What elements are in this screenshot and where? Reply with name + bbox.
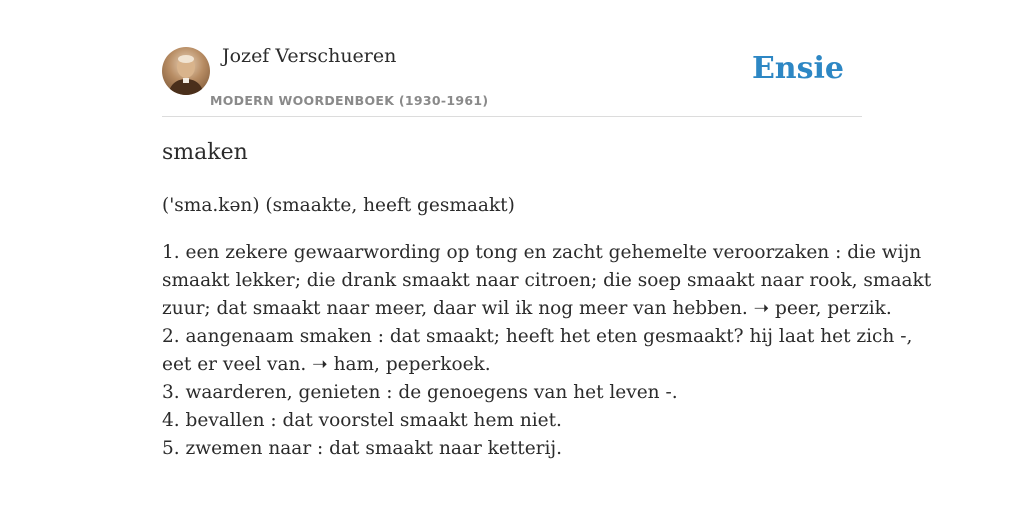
author-portrait-icon [162,47,210,95]
definition-line: 5. zwemen naar : dat smaakt naar ketterij. [162,438,563,459]
definition-line: 3. waarderen, genieten : de genoegens van het leven -. [162,382,678,403]
author-name[interactable]: Jozef Verschueren [222,45,397,67]
header [162,40,862,117]
definition-line: 4. bevallen : dat voorstel smaakt hem niet. [162,410,562,431]
author-avatar[interactable] [162,47,210,95]
source-label[interactable]: MODERN WOORDENBOEK (1930-1961) [210,93,489,108]
definition-line: eet er veel van. ➝ ham, peperkoek. [162,354,491,375]
entry-pronunciation: ('sma.kən) (smaakte, heeft gesmaakt) [162,195,515,216]
definition-line: 2. aangenaam smaken : dat smaakt; heeft het eten gesmaakt? hij laat het zich -, [162,326,913,347]
definition-line: zuur; dat smaakt naar meer, daar wil ik nog meer van hebben. ➝ peer, perzik. [162,298,892,319]
definition-line: smaakt lekker; die drank smaakt naar citroen; die soep smaakt naar rook, smaakt [162,270,932,291]
entry-card [162,40,932,459]
definition-line: 1. een zekere gewaarwording op tong en zacht gehemelte veroorzaken : die wijn [162,242,922,263]
brand-logo[interactable]: Ensie [751,51,844,86]
entry-definitions [162,239,932,463]
entry-term: smaken [162,140,248,165]
